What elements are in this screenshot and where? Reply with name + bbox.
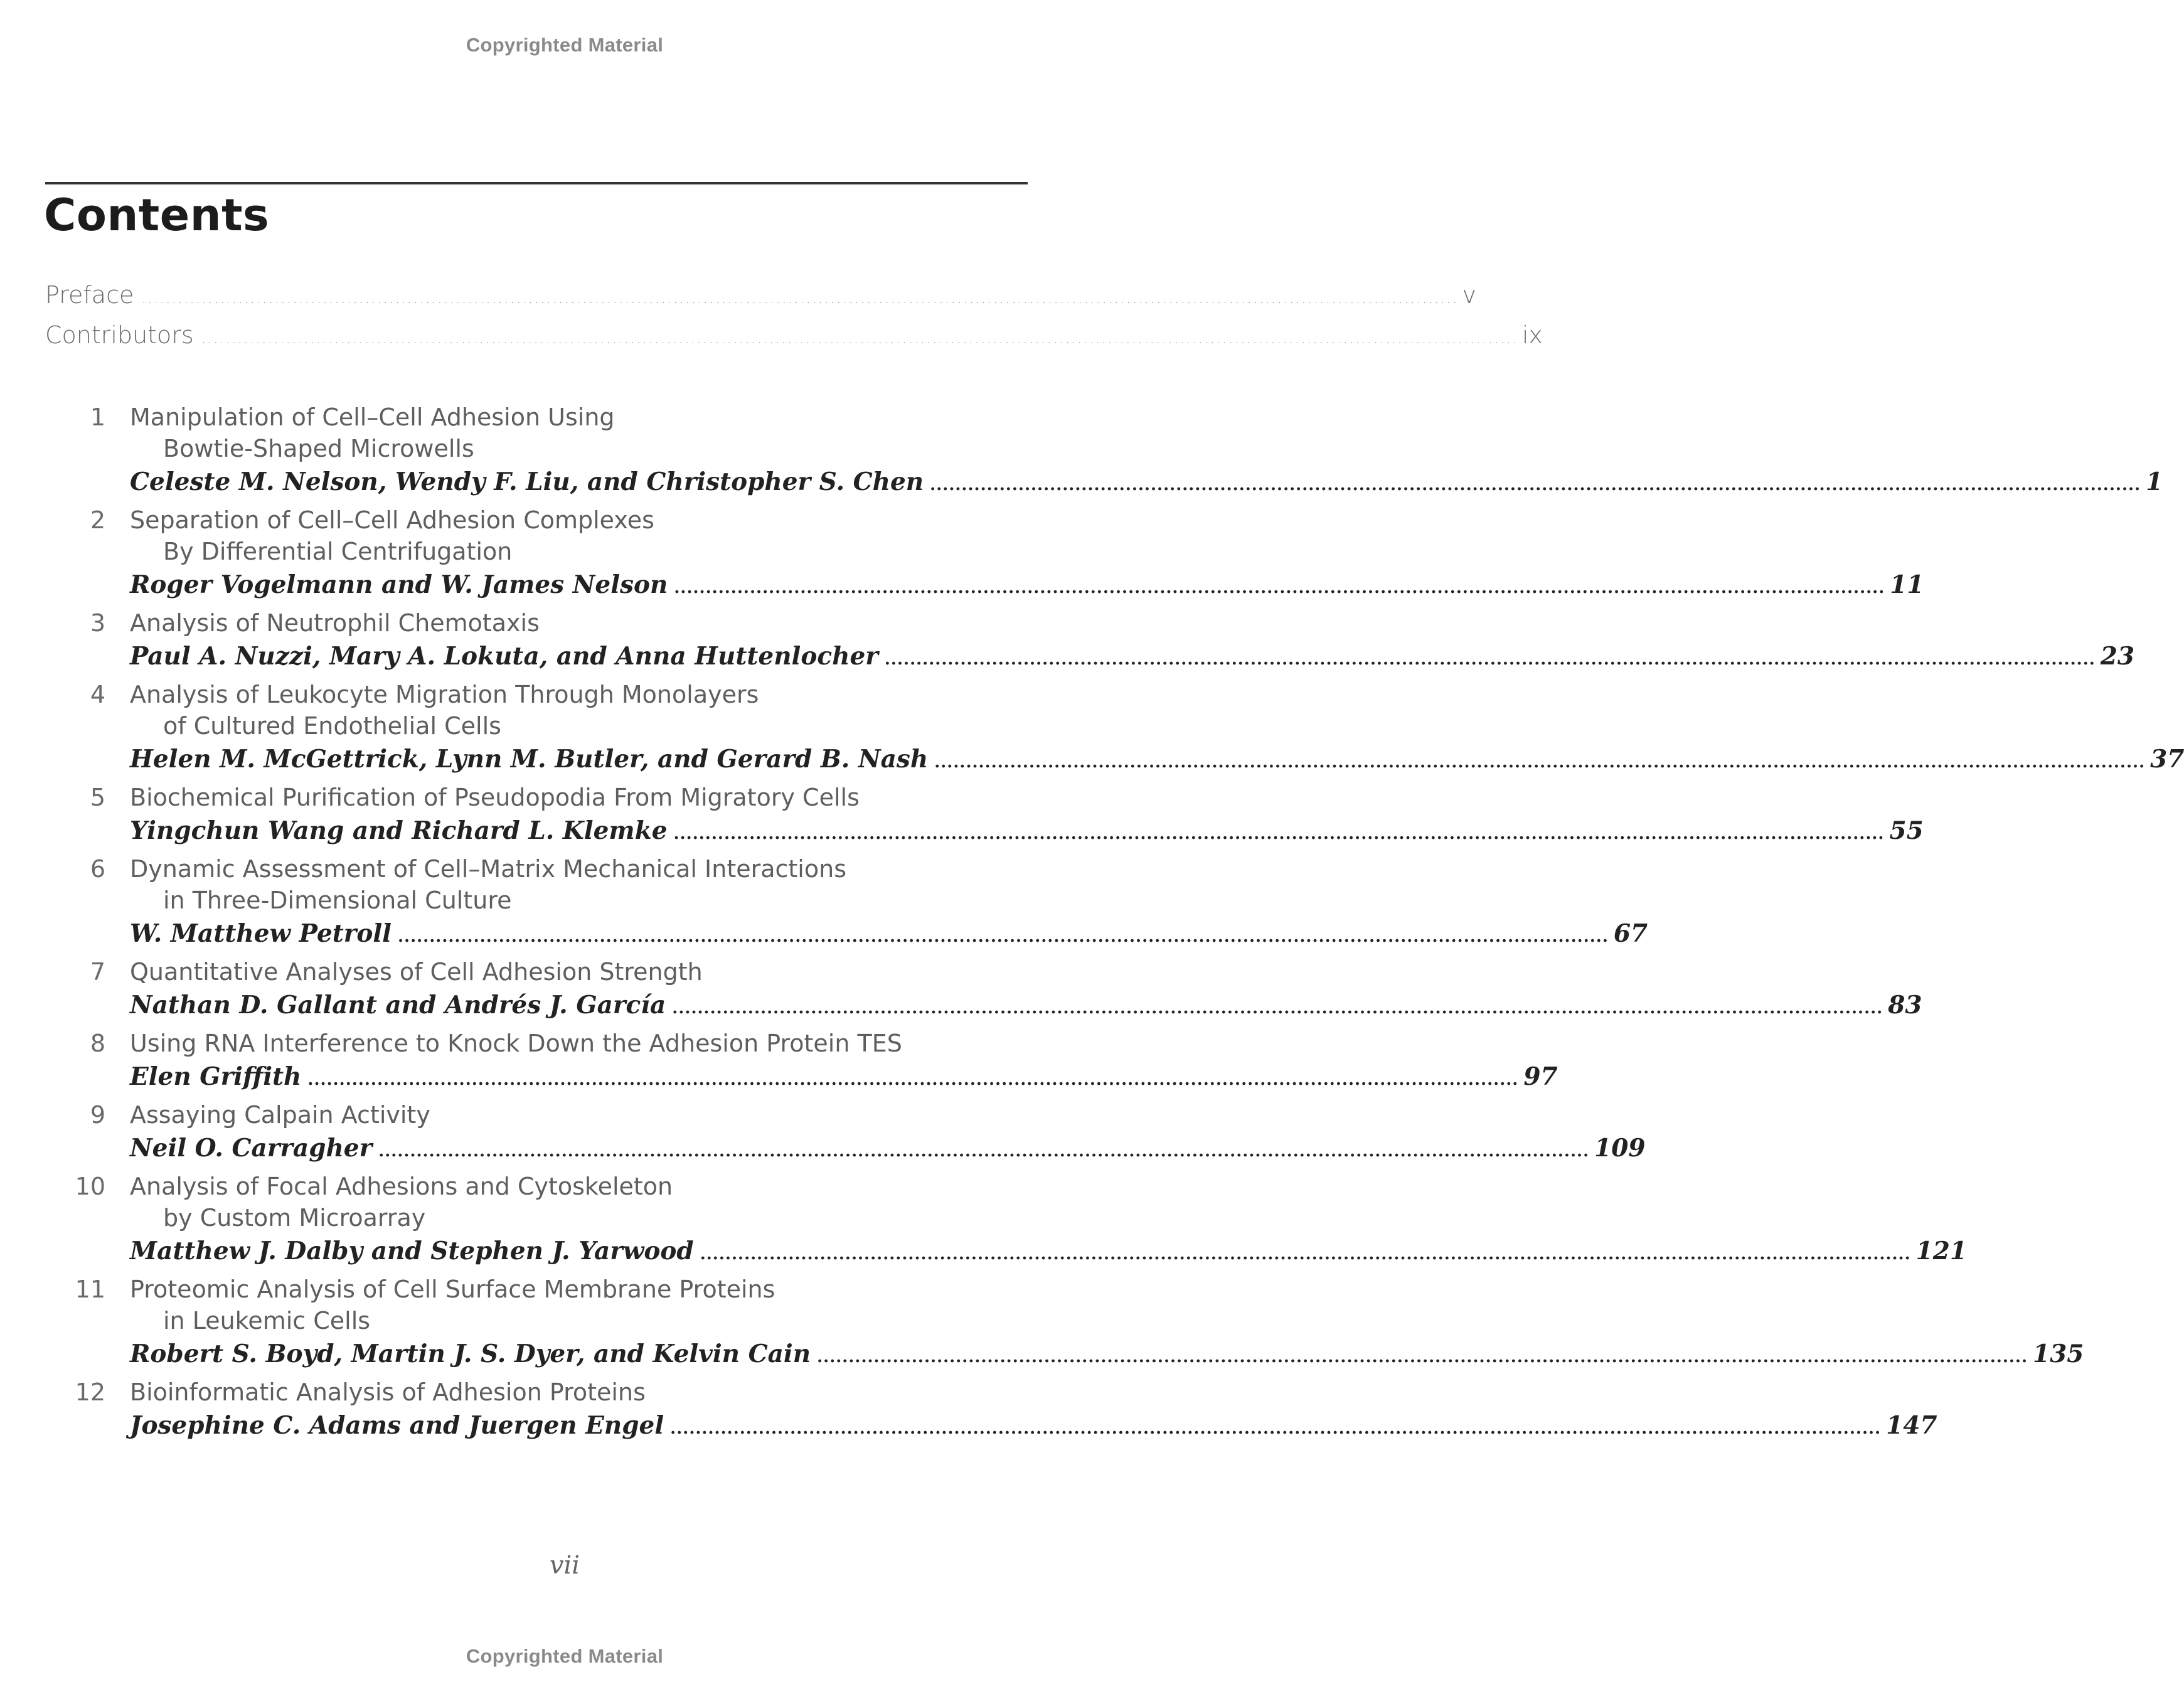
chapter-page-number: 147 xyxy=(1886,1411,1937,1440)
chapter-page-number: 97 xyxy=(1523,1062,1558,1091)
toc-chapter-entry[interactable] xyxy=(45,782,1924,848)
chapter-page-number: 83 xyxy=(1888,991,1922,1020)
toc-chapter-entry[interactable] xyxy=(45,1028,1558,1094)
chapter-number: 12 xyxy=(75,1378,105,1406)
chapter-page-number: 11 xyxy=(1890,570,1924,599)
chapter-page-number: 109 xyxy=(1594,1134,1646,1163)
toc-page-number: ix xyxy=(1521,321,1543,349)
leader-dots: ................................................................................................................................................................................................ xyxy=(672,999,1883,1018)
chapter-authors: Yingchun Wang and Richard L. Klemke xyxy=(130,816,668,845)
toc-chapter-entry[interactable] xyxy=(45,679,2184,777)
page-number: vii xyxy=(549,1551,580,1580)
leader-dots: ................................................................................................................................................................................................ xyxy=(700,1245,1911,1264)
chapter-number: 3 xyxy=(90,609,105,637)
chapter-authors: Elen Griffith xyxy=(130,1062,302,1091)
toc-chapter-entry[interactable] xyxy=(45,607,2135,674)
chapter-title-continued: By Differential Centrifugation xyxy=(163,538,513,565)
toc-page-number: v xyxy=(1462,281,1476,309)
leader-dots: ................................................................................................................................................................................................ xyxy=(934,753,2146,772)
chapter-title: Dynamic Assessment of Cell–Matrix Mechanical Interactions xyxy=(130,855,846,883)
chapter-number: 11 xyxy=(75,1276,105,1303)
toc-entry-label: Preface xyxy=(45,281,134,309)
chapter-title: Manipulation of Cell–Cell Adhesion Using xyxy=(130,403,615,431)
chapter-authors: Nathan D. Gallant and Andrés J. García xyxy=(130,991,666,1020)
watermark-bottom: Copyrighted Material xyxy=(466,1645,664,1667)
chapter-title: Analysis of Focal Adhesions and Cytoskeleton xyxy=(130,1173,673,1200)
chapter-title: Biochemical Purification of Pseudopodia From Migratory Cells xyxy=(130,784,860,811)
toc-entry-label: Contributors xyxy=(45,321,194,349)
page-title: Contents xyxy=(44,189,270,241)
chapter-number: 6 xyxy=(90,855,105,883)
chapter-authors: Paul A. Nuzzi, Mary A. Lokuta, and Anna Huttenlocher xyxy=(130,642,878,671)
chapter-number: 1 xyxy=(90,403,105,431)
watermark-top: Copyrighted Material xyxy=(466,34,664,56)
leader-dots: ................................................................................................................................................................................................ xyxy=(673,824,1885,843)
leader-dots: ................................................................................................................................................................................................ xyxy=(378,1142,1590,1161)
heading-rule xyxy=(45,182,1028,184)
chapter-number: 9 xyxy=(90,1101,105,1129)
chapter-page-number: 1 xyxy=(2146,467,2163,496)
chapter-page-number: 37 xyxy=(2150,745,2184,774)
chapter-authors: Helen M. McGettrick, Lynn M. Butler, and Gerard B. Nash xyxy=(130,745,929,774)
chapter-title: Assaying Calpain Activity xyxy=(130,1101,430,1129)
leader-dots: ................................................................................................................................................................................................ xyxy=(397,927,1609,946)
chapter-page-number: 23 xyxy=(2100,642,2135,671)
chapter-authors: W. Matthew Petroll xyxy=(130,919,392,948)
chapter-authors: Robert S. Boyd, Martin J. S. Dyer, and Kelvin Cain xyxy=(130,1340,811,1368)
chapter-title: Analysis of Neutrophil Chemotaxis xyxy=(130,609,540,637)
leader-dots: ................................................................................................................................................................................................ xyxy=(674,578,1885,597)
leader-dots: ................................................................................................................................................................................................ xyxy=(817,1348,2028,1366)
chapter-page-number: 135 xyxy=(2033,1340,2084,1368)
leader-dots: ................................................................................................................................................................................................ xyxy=(307,1070,1519,1089)
chapter-page-number: 55 xyxy=(1889,816,1924,845)
chapter-page-number: 121 xyxy=(1915,1237,1968,1265)
chapter-title-continued: in Leukemic Cells xyxy=(163,1307,371,1334)
toc-entry-contributors[interactable] xyxy=(45,321,1543,349)
chapter-title: Quantitative Analyses of Cell Adhesion Strength xyxy=(130,958,703,986)
chapter-title: Proteomic Analysis of Cell Surface Membrane Proteins xyxy=(130,1276,775,1303)
chapter-title: Separation of Cell–Cell Adhesion Complexes xyxy=(130,506,654,534)
chapter-authors: Neil O. Carragher xyxy=(130,1134,373,1163)
leader-dots: .......................................................................................................................................................................................................................... xyxy=(201,329,1518,347)
chapter-authors: Roger Vogelmann and W. James Nelson xyxy=(130,570,668,599)
toc-chapter-entry[interactable] xyxy=(45,956,1922,1023)
leader-dots: .......................................................................................................................................................................................................................... xyxy=(141,289,1459,307)
toc-chapter-entry[interactable] xyxy=(45,1099,1646,1166)
chapter-title-continued: of Cultured Endothelial Cells xyxy=(163,712,501,740)
chapter-number: 4 xyxy=(90,681,105,708)
chapter-number: 10 xyxy=(75,1173,105,1200)
chapter-title: Analysis of Leukocyte Migration Through Monolayers xyxy=(130,681,759,708)
chapter-number: 7 xyxy=(90,958,105,986)
chapter-number: 2 xyxy=(90,506,105,534)
chapter-title: Bioinformatic Analysis of Adhesion Proteins xyxy=(130,1378,646,1406)
leader-dots: ................................................................................................................................................................................................ xyxy=(884,650,2096,669)
chapter-title-continued: Bowtie-Shaped Microwells xyxy=(163,435,474,462)
toc-chapter-entry[interactable] xyxy=(45,853,1648,951)
chapter-title-continued: in Three-Dimensional Culture xyxy=(163,887,512,914)
toc-chapter-entry[interactable] xyxy=(45,1274,2084,1372)
chapter-number: 5 xyxy=(90,784,105,811)
leader-dots: ................................................................................................................................................................................................ xyxy=(930,476,2141,494)
chapter-page-number: 67 xyxy=(1613,919,1648,948)
toc-chapter-entry[interactable] xyxy=(45,402,2163,499)
chapter-title-continued: by Custom Microarray xyxy=(163,1204,426,1232)
chapter-authors: Celeste M. Nelson, Wendy F. Liu, and Christopher S. Chen xyxy=(130,467,924,496)
chapter-number: 8 xyxy=(90,1030,105,1057)
chapter-authors: Josephine C. Adams and Juergen Engel xyxy=(130,1411,664,1440)
chapter-list xyxy=(45,402,2184,1448)
toc-chapter-entry[interactable] xyxy=(45,1171,1968,1269)
toc-chapter-entry[interactable] xyxy=(45,1377,1937,1443)
chapter-title: Using RNA Interference to Knock Down the Adhesion Protein TES xyxy=(130,1030,902,1057)
leader-dots: ................................................................................................................................................................................................ xyxy=(670,1419,1882,1438)
toc-entry-preface[interactable] xyxy=(45,281,1476,309)
chapter-authors: Matthew J. Dalby and Stephen J. Yarwood xyxy=(130,1237,694,1265)
toc-chapter-entry[interactable] xyxy=(45,504,1924,602)
